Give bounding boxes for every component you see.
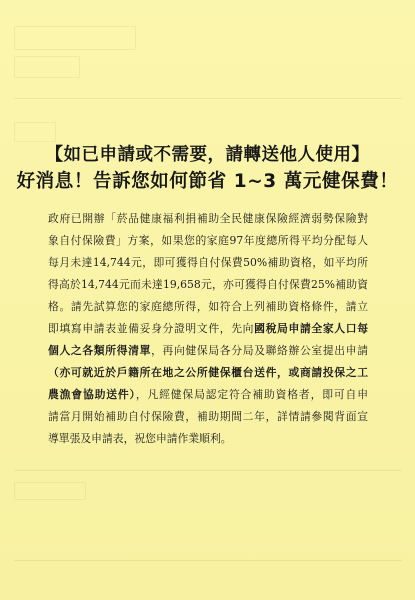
body-emphasis-text: 農漁會協助送件） xyxy=(48,388,136,401)
body-line xyxy=(48,252,368,274)
body-emphasis-text: 國稅局申請全家人口每 xyxy=(254,322,369,335)
body-text: ，凡經健保局認定符合補助資格者，即可自申 xyxy=(135,388,368,401)
bleed-through-line xyxy=(14,98,402,99)
body-line xyxy=(48,428,368,450)
bleed-through-line xyxy=(14,470,402,471)
body-emphasis-text: 個人之各類所得清單 xyxy=(48,344,152,357)
body-text: 即填寫申請表並備妥身分證明文件，先向 xyxy=(48,322,255,335)
bleed-through-box xyxy=(14,56,80,78)
body-line xyxy=(48,318,368,340)
notice-headline: 【如已申請或不需要，請轉送他人使用】 xyxy=(45,145,370,165)
body-line xyxy=(48,406,368,428)
body-text: ，再向健保局各分局及聯絡辦公室提出申請 xyxy=(151,344,369,357)
body-text: 得高於14,744元而未達19,658元，亦可獲得自付保費25%補助資 xyxy=(48,278,368,291)
bleed-through-box xyxy=(14,122,56,142)
body-text: 每月未達14,744元，即可獲得自付保費50%補助資格，如平均所 xyxy=(48,256,368,269)
bleed-through-box xyxy=(14,26,136,50)
body-line xyxy=(48,230,368,252)
body-paragraph xyxy=(48,208,368,450)
body-line xyxy=(48,384,368,406)
good-news-headline: 好消息！告訴您如何節省 1~3 萬元健保費！ xyxy=(16,171,399,192)
bleed-through-box xyxy=(14,482,86,500)
body-line xyxy=(48,340,368,362)
body-line xyxy=(48,362,368,384)
body-text: 象自付保險費」方案，如果您的家庭97年度總所得平均分配每人 xyxy=(48,234,368,247)
body-text: 格。請先試算您的家庭總所得，如符合上列補助資格條件，請立 xyxy=(48,300,368,313)
body-line xyxy=(48,208,368,230)
body-emphasis-text: （亦可就近於戶籍所在地之公所健保櫃台送件，或商請投保之工 xyxy=(48,366,368,379)
body-text: 導單張及申請表，祝您申請作業順利。 xyxy=(48,432,232,445)
body-text: 請當月開始補助自付保險費，補助期間二年，詳情請參閱背面宣 xyxy=(48,410,368,423)
body-line xyxy=(48,296,368,318)
body-text: 政府已開辦「菸品健康福利捐補助全民健康保險經濟弱勢保險對 xyxy=(48,212,368,225)
body-line xyxy=(48,274,368,296)
bleed-through-line xyxy=(14,560,402,561)
